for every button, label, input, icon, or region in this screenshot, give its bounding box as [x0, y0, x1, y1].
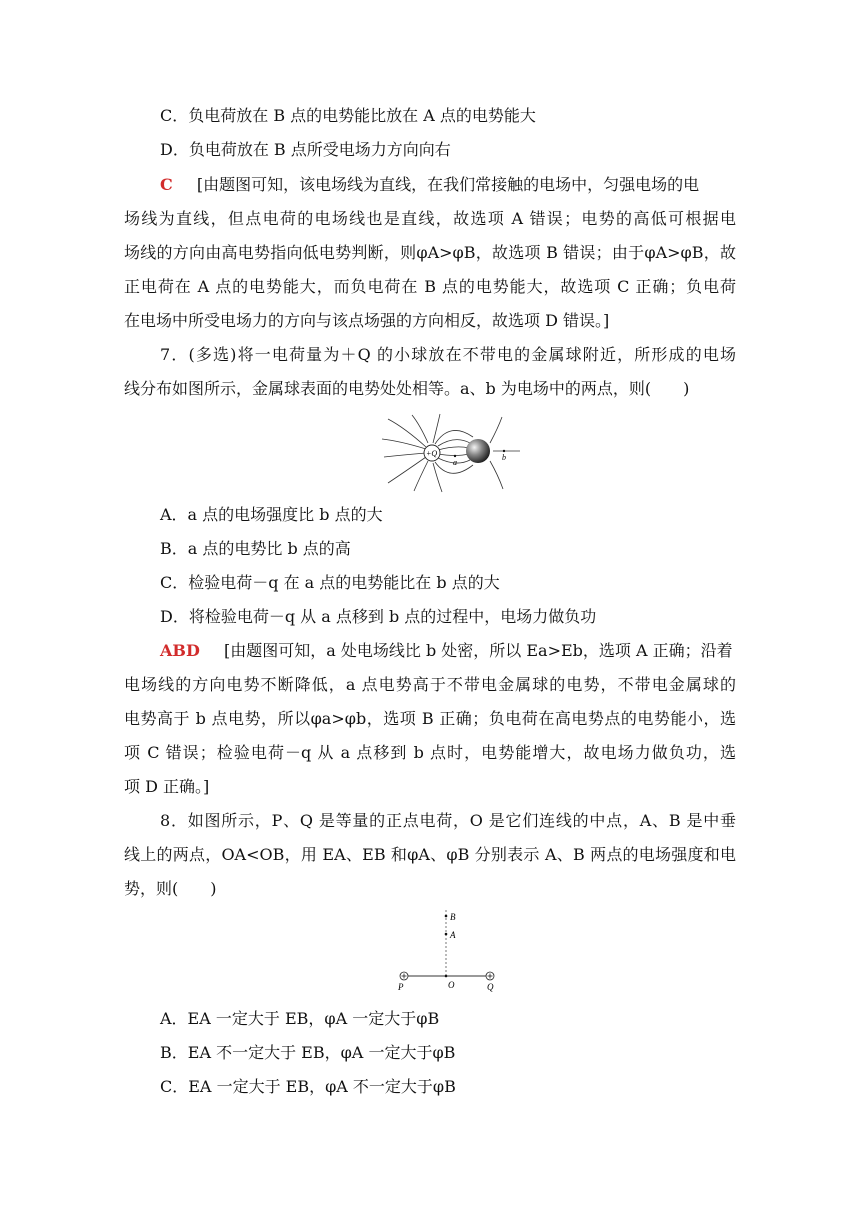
option-a-q8: A．EA 一定大于 EB，φA 一定大于φB [160, 1009, 440, 1028]
option-b-q7: B．a 点的电势比 b 点的高 [160, 539, 351, 558]
explanation-q7-line1 [160, 641, 733, 661]
explanation-q7-line3: 电势高于 b 点电势，所以φa>φb，选项 B 正确；负电荷在高电势点的电势能小，选 [124, 709, 736, 728]
explanation-q7-line5: 项 D 正确。] [124, 777, 210, 796]
explanation-q6-line5: 在电场中所受电场力的方向与该点场强的方向相反，故选项 D 错误。] [124, 311, 610, 330]
question-8-line1: 8．如图所示，P、Q 是等量的正点电荷，O 是它们连线的中点，A、B 是中垂 [160, 811, 736, 830]
label-b: B [450, 912, 456, 922]
option-c-q6: C．负电荷放在 B 点的电势能比放在 A 点的电势能大 [160, 106, 536, 125]
explanation-q7-line4: 项 C 错误；检验电荷－q 从 a 点移到 b 点时，电势能增大，故电场力做负功，选 [124, 743, 736, 762]
explanation-q6-text1: [由题图可知，该电场线为直线，在我们常接触的电场中，匀强电场的电 [196, 175, 700, 194]
option-b-q8: B．EA 不一定大于 EB，φA 一定大于φB [160, 1043, 456, 1062]
explanation-q7-line2: 电场线的方向电势不断降低，a 点电势高于不带电金属球的电势，不带电金属球的 [124, 675, 736, 694]
label-p: P [398, 982, 404, 992]
field-lines-figure [380, 413, 530, 493]
question-7-line2: 线分布如图所示，金属球表面的电势处处相等。a、b 为电场中的两点，则( ) [124, 379, 690, 398]
explanation-q6-line3: 场线的方向由高电势指向低电势判断，则φA>φB，故选项 B 错误；由于φA>φB，故 [124, 243, 736, 262]
charges-bisector-figure [394, 908, 504, 1000]
question-8-line2: 线上的两点，OA<OB，用 EA、EB 和φA、φB 分别表示 A、B 两点的电场强度和电 [124, 845, 736, 864]
explanation-q6-line4: 正电荷在 A 点的电势能大，而负电荷在 B 点的电势能大，故选项 C 正确；负电荷 [124, 277, 736, 296]
label-a: A [450, 930, 456, 940]
answer-q7: ABD [160, 641, 200, 660]
answer-q6: C [160, 175, 173, 194]
point-b-label: b [502, 453, 506, 462]
option-c-q8: C．EA 一定大于 EB，φA 不一定大于φB [160, 1077, 456, 1096]
label-q: Q [487, 982, 494, 992]
option-d-q7: D．将检验电荷－q 从 a 点移到 b 点的过程中，电场力做负功 [160, 607, 597, 626]
charge-label: +Q [426, 449, 438, 458]
explanation-q7-text1: [由题图可知，a 处电场线比 b 处密，所以 Ea>Eb，选项 A 正确；沿着 [224, 641, 733, 660]
explanation-q6-line1 [160, 175, 699, 195]
option-c-q7: C．检验电荷－q 在 a 点的电势能比在 b 点的大 [160, 573, 500, 592]
question-7-line1: 7．(多选)将一电荷量为＋Q 的小球放在不带电的金属球附近，所形成的电场 [160, 345, 736, 364]
explanation-q6-line2: 场线为直线，但点电荷的电场线也是直线，故选项 A 错误；电势的高低可根据电 [124, 209, 736, 228]
question-8-line3: 势，则( ) [124, 879, 217, 898]
label-o: O [448, 980, 455, 990]
option-d-q6: D．负电荷放在 B 点所受电场力方向向右 [160, 140, 451, 159]
option-a-q7: A．a 点的电场强度比 b 点的大 [160, 505, 383, 524]
point-a-label: a [453, 458, 457, 467]
